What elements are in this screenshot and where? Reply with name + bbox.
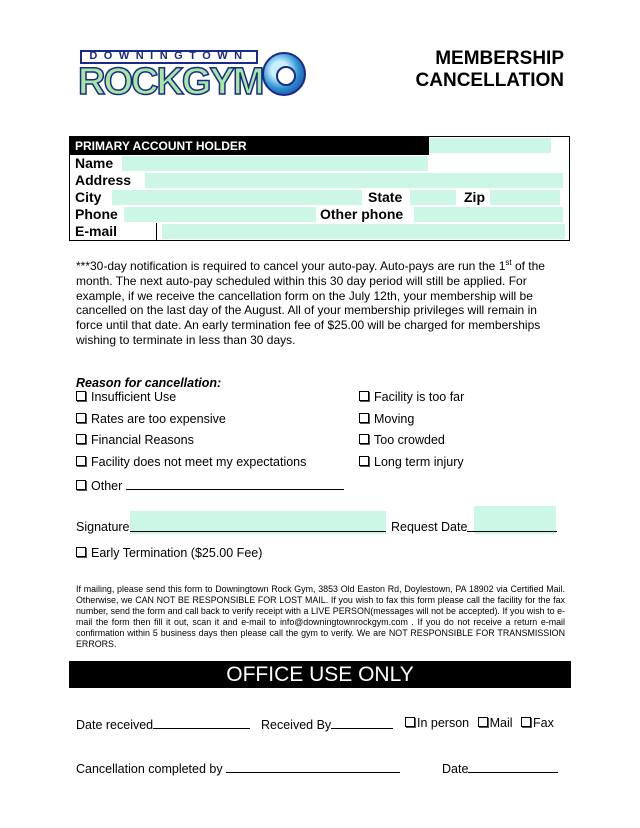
fax-option[interactable] (521, 716, 554, 730)
mailing-instructions: If mailing, please send this form to Downingtown Rock Gym, 3853 Old Easton Rd, Doylestown, PA 18902 via Certified Mail. Otherwise, we CAN NOT BE RESPONSIBLE FOR LOST MAIL. If you wish to fax this form please call the facility for the fax number, send the form and call back to verify receipt with a LIVE PERSON(messages will not be accepted). If you wish to e-mail the form then fill it out, scan it and e-mail to info@downingtownrockgym.com . If you do not receive a return e-mail confirmation within 5 business days then please call the gym to verify. We are NOT RESPONSIBLE FOR TRANSMISSION ERRORS. (76, 584, 565, 649)
reason-label: Other (91, 479, 123, 493)
state-label: State (368, 189, 403, 205)
early-termination-label: Early Termination ($25.00 Fee) (91, 546, 263, 560)
fax-label: Fax (533, 716, 554, 730)
notice-text-1: ***30-day notification is required to cancel your auto-pay. Auto-pays are run the 1 (76, 259, 506, 273)
checkbox-icon[interactable] (76, 456, 86, 466)
checkbox-icon[interactable] (521, 717, 531, 727)
title-line-1: MEMBERSHIP (435, 48, 564, 69)
checkbox-icon[interactable] (359, 434, 369, 444)
early-termination-option[interactable] (76, 546, 262, 561)
email-divider (156, 223, 157, 241)
signature-line (130, 519, 386, 532)
email-label: E-mail (75, 223, 118, 239)
checkbox-icon[interactable] (405, 717, 415, 727)
in-person-label: In person (417, 716, 470, 730)
checkbox-icon[interactable] (359, 456, 369, 466)
request-date-line (467, 519, 557, 532)
completed-by-label: Cancellation completed by (76, 762, 223, 776)
completed-by-line[interactable] (226, 760, 400, 773)
reason-rates-expensive[interactable] (76, 412, 226, 427)
reason-label: Rates are too expensive (91, 412, 226, 426)
received-by-line[interactable] (331, 716, 393, 729)
office-date-label: Date (442, 762, 469, 776)
reason-label: Moving (374, 412, 415, 426)
reason-injury[interactable] (359, 455, 464, 470)
address-field[interactable] (145, 173, 563, 188)
checkbox-icon[interactable] (76, 413, 86, 423)
reason-too-far[interactable] (359, 390, 464, 405)
reason-label: Financial Reasons (91, 433, 194, 447)
account-holder-table (69, 136, 570, 241)
request-date-row (391, 519, 557, 534)
received-by-row (261, 716, 393, 732)
city-label: City (75, 189, 102, 205)
id-field[interactable] (429, 138, 551, 153)
signature-label: Signature (76, 520, 130, 534)
reason-title: Reason for cancellation: (76, 376, 222, 390)
logo-top-text: DOWNINGTOWN (89, 50, 249, 62)
reason-financial[interactable] (76, 433, 194, 448)
reason-too-crowded[interactable] (359, 433, 445, 448)
reason-insufficient-use[interactable] (76, 390, 176, 405)
name-label: Name (75, 155, 114, 171)
checkbox-icon[interactable] (76, 434, 86, 444)
request-date-label: Request Date (391, 520, 468, 534)
in-person-option[interactable] (405, 716, 469, 730)
other-reason-line[interactable] (126, 477, 344, 490)
notice-text-2: of the month. The next auto-pay scheduled within this 30 day period will still be applied. For example, if we receive the cancellation form on the July 12th, your membership will be cancelled on the last day of the August. All of your membership privileges will remain in force until that date. An early termination fee of $25.00 will be charged for memberships wishing to terminate in less than 30 days. (76, 259, 545, 347)
reason-moving[interactable] (359, 412, 414, 427)
date-received-label: Date received (76, 718, 154, 732)
reason-label: Insufficient Use (91, 390, 177, 404)
reason-label: Long term injury (374, 455, 464, 469)
id-label: ID# (396, 137, 418, 153)
office-date-row (442, 760, 558, 776)
reason-label: Too crowded (374, 433, 445, 447)
mail-label: Mail (489, 716, 513, 730)
form-title (416, 48, 564, 92)
city-field[interactable] (112, 190, 362, 205)
title-line-2: CANCELLATION (415, 70, 564, 91)
logo-main-text: ROCKGYM (78, 61, 263, 103)
office-date-line[interactable] (468, 760, 558, 773)
reason-label: Facility does not meet my expectations (91, 455, 307, 469)
checkbox-icon[interactable] (76, 480, 86, 490)
zip-label: Zip (464, 189, 485, 205)
notice-sup: st (505, 258, 512, 267)
reason-other[interactable] (76, 477, 344, 494)
email-field[interactable] (162, 224, 565, 239)
date-received-line[interactable] (153, 716, 250, 729)
checkbox-icon[interactable] (359, 391, 369, 401)
address-label: Address (75, 172, 132, 188)
received-by-label: Received By (261, 718, 332, 732)
checkbox-icon[interactable] (76, 391, 86, 401)
account-header: PRIMARY ACCOUNT HOLDER (70, 137, 429, 155)
checkbox-icon[interactable] (478, 717, 488, 727)
office-use-banner: OFFICE USE ONLY (69, 661, 571, 688)
phone-field[interactable] (124, 207, 316, 222)
checkbox-icon[interactable] (359, 413, 369, 423)
date-received-row (76, 716, 250, 732)
logo-emblem-icon (262, 52, 306, 96)
phone-label: Phone (75, 206, 118, 222)
other-phone-field[interactable] (414, 207, 563, 222)
name-field[interactable] (122, 156, 428, 171)
reason-expectations[interactable] (76, 455, 306, 470)
completed-by-row (76, 760, 400, 776)
reason-label: Facility is too far (374, 390, 465, 404)
mail-option[interactable] (478, 716, 513, 730)
rockgym-logo (80, 50, 310, 102)
signature-row (76, 519, 386, 534)
other-phone-label: Other phone (320, 206, 404, 222)
checkbox-icon[interactable] (76, 547, 86, 557)
notice-paragraph (76, 256, 566, 348)
state-field[interactable] (410, 190, 456, 205)
receipt-method (405, 716, 554, 730)
zip-field[interactable] (490, 190, 560, 205)
